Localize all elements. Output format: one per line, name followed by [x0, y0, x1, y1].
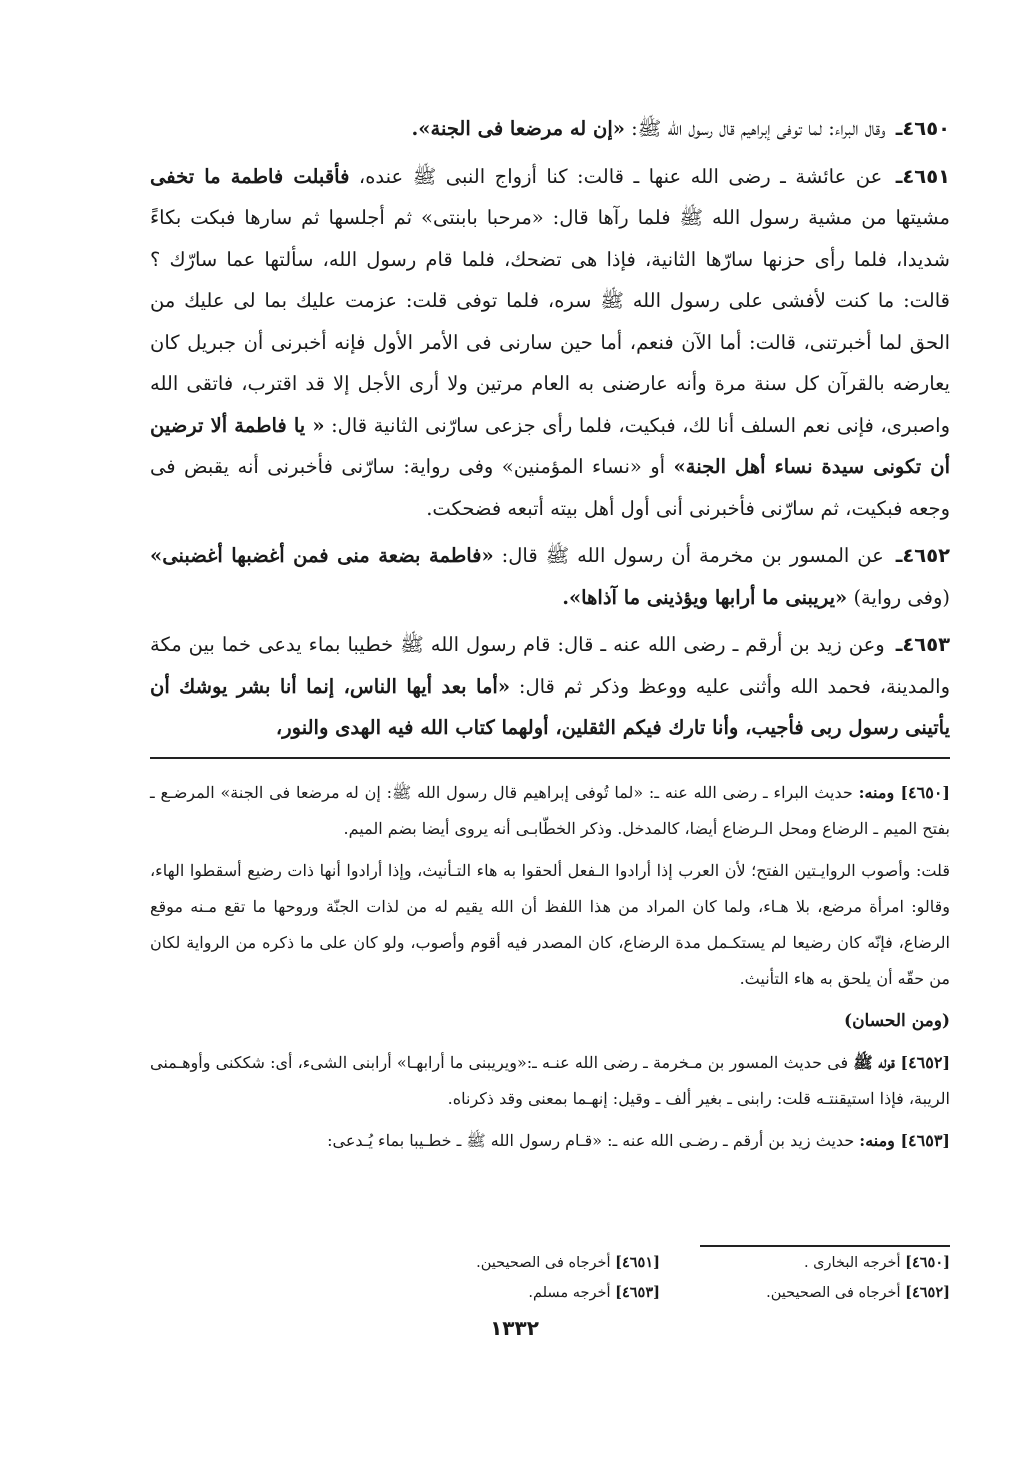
footnote-4652: [700, 1281, 950, 1305]
commentary-4652: [150, 1045, 950, 1117]
hadith-4653: [150, 624, 950, 749]
hadith-quote: « يا فاطمة ألا ترضين أن تكونى سيدة نساء أهل الجنة»: [150, 413, 950, 478]
hadith-text: وعن زيد بن أرقم ـ رضى الله عنه ـ قال: قام رسول الله ﷺ خطيبا بماء يدعى خما بين مكة والمدينة، فحمد الله وأثنى عليه ووعظ وذكر ثم قال:: [150, 633, 950, 698]
hadith-variant-label: (وفى رواية): [853, 585, 950, 609]
hadith-text-continued: مشيتها من مشية رسول الله ﷺ فلما رآها قال: «مرحبا بابنتى» ثم أجلسها ثم سارها فبكت بكاءً شديدا، فلما رأى حزنها سارّها الثانية، فإذا هى تضحك، فلما قام رسول الله، سألتها عما سارّك ؟ قالت: ما كنت لأفشى على رسول الله ﷺ سره، فلما توفى قلت: عزمت عليك بما لى عليك من الحق لما أخبرتنى، قالت: أما الآن فنعم، أما حين سارنى فى الأمر الأول فإنه أخبرنى أن جبريل كان يعارضه بالقرآن كل سنة مرة وأنه عارضنى به العام مرتين ولا أرى الأجل إلا قد اقترب، فاتقى الله واصبرى، فإنى نعم السلف أنا لك، فبكيت، فلما رأى جزعى سارّنى الثانية قال:: [150, 206, 950, 437]
footnote-4653: [410, 1281, 660, 1305]
footnote-label: [٤٦٥١]: [615, 1254, 660, 1271]
commentary-text: حديث البراء ـ رضى الله عنه ـ: «لما تُوفى إبراهيم قال رسول الله ﷺ: إن له مرضعا فى الجنة» المرضـع ـ بفتح الميم ـ الرضاع ومحل الـرضاع أيضا، كالمدخل. وذكر الخطّابـى أنه يروى أيضا بضم الميم.: [150, 782, 950, 838]
footnote-text: أخرجه مسلم.: [528, 1285, 611, 1301]
hadith-4651: [150, 156, 950, 530]
footnote-text: أخرجاه فى الصحيحين.: [766, 1285, 901, 1301]
commentary-note: قلت: وأصوب الروايـتين الفتح؛ لأن العرب إذا أرادوا الـفعل ألحقوا به هاء التـأنيث، وإذا أرادوا أنها ذات رضيع أسقطوا الهاء، وقالو: امرأة مرضع، بلا هـاء، ولما كان المراد من هذا اللفظ أن الله يقيم له من لذات الجنّة وروحها ما تقع مـنه موقع الرضاع، فإنّه كان رضيعا لم يستكـمل مدة الرضاع، كان المصدر فيه أقوم وأصوب، ولو كان على ما ذكره من الرواية لكان من حقّه أن يلحق به هاء التأنيث.: [150, 860, 951, 988]
hadith-number: ٤٦٥٠ـ: [895, 117, 950, 140]
hadith-4652: [150, 535, 950, 618]
commentary-label: [٤٦٥٠] ومنه:: [858, 782, 950, 802]
hadith-text: وقال البراء: لما توفى إبراهيم قال رسول الله ﷺ:: [631, 117, 886, 140]
hadith-section: [150, 108, 950, 749]
hadith-number: ٤٦٥٣ـ: [895, 633, 950, 656]
hadith-quote: «أما بعد أيها الناس، إنما أنا بشر يوشك أن يأتينى رسول ربى فأجيب، وأنا تارك فيكم الثقلين، أولهما كتاب الله فيه الهدى والنور،: [150, 674, 950, 739]
commentary-4650: [150, 775, 950, 847]
footnote-label: [٤٦٥٣]: [615, 1284, 660, 1301]
commentary-text: حديث زيد بن أرقم ـ رضـى الله عنه ـ: «قـام رسول الله ﷺ ـ خطـيبا بماء يُـدعى:: [327, 1130, 855, 1150]
footnote-label: [٤٦٥٠]: [905, 1254, 950, 1271]
hadith-text: عن المسور بن مخرمة أن رسول الله ﷺ قال:: [501, 544, 884, 567]
hadith-variant-quote: «يريبنى ما أرابها ويؤذينى ما آذاها».: [562, 585, 848, 609]
commentary-section: [150, 775, 950, 1159]
hadith-text-end: أو «نساء المؤمنين» وفى رواية: سارّنى فأخبرنى أنه يقبض فى وجعه فبكيت، ثم سارّنى فأخبرنى أنى أول أهل بيته أتبعه فضحكت.: [150, 455, 950, 520]
page-number: ١٣٣٢: [490, 1316, 539, 1340]
hadith-emphasis: فأقبلت فاطمة ما تخفى: [150, 164, 350, 188]
hadith-number: ٤٦٥١ـ: [895, 164, 951, 188]
commentary-text: فى حديث المسور بن مـخرمة ـ رضى الله عنـه ـ:«ويريبنى ما أرابهـا» أرابنى الشىء، أى: شككنى وأوهـمنى الريبة، فإذا استيقنتـه قلت: رابنى ـ بغير ألف ـ وقيل: إنهـما بمعنى وقد ذكرناه.: [150, 1052, 950, 1108]
footnote-text: أخرجاه فى الصحيحين.: [476, 1255, 611, 1271]
footnote-label: [٤٦٥٢]: [905, 1284, 950, 1301]
commentary-label: [٤٦٥٢] قوله ﷺ: [853, 1052, 951, 1072]
hadith-quote: «فاطمة بضعة منى فمن أغضبها أغضبنى»: [150, 544, 494, 567]
footnote-text: أخرجه البخارى .: [803, 1255, 901, 1271]
page-body: [150, 108, 950, 1165]
hadith-number: ٤٦٥٢ـ: [895, 544, 950, 567]
section-heading: (ومن الحسان): [844, 1010, 950, 1031]
footnote-divider: [700, 1245, 950, 1247]
footnote-4650: [700, 1251, 950, 1275]
commentary-label: [٤٦٥٣] ومنه:: [859, 1130, 950, 1150]
hadith-4650: [150, 108, 950, 150]
commentary-4653: [150, 1123, 950, 1159]
footnote-4651: [410, 1251, 660, 1275]
hadith-quote: «إن له مرضعا فى الجنة».: [411, 117, 625, 140]
main-divider: [150, 757, 950, 759]
hadith-text: عن عائشة ـ رضى الله عنها ـ قالت: كنا أزواج النبى ﷺ عنده،: [358, 164, 883, 188]
